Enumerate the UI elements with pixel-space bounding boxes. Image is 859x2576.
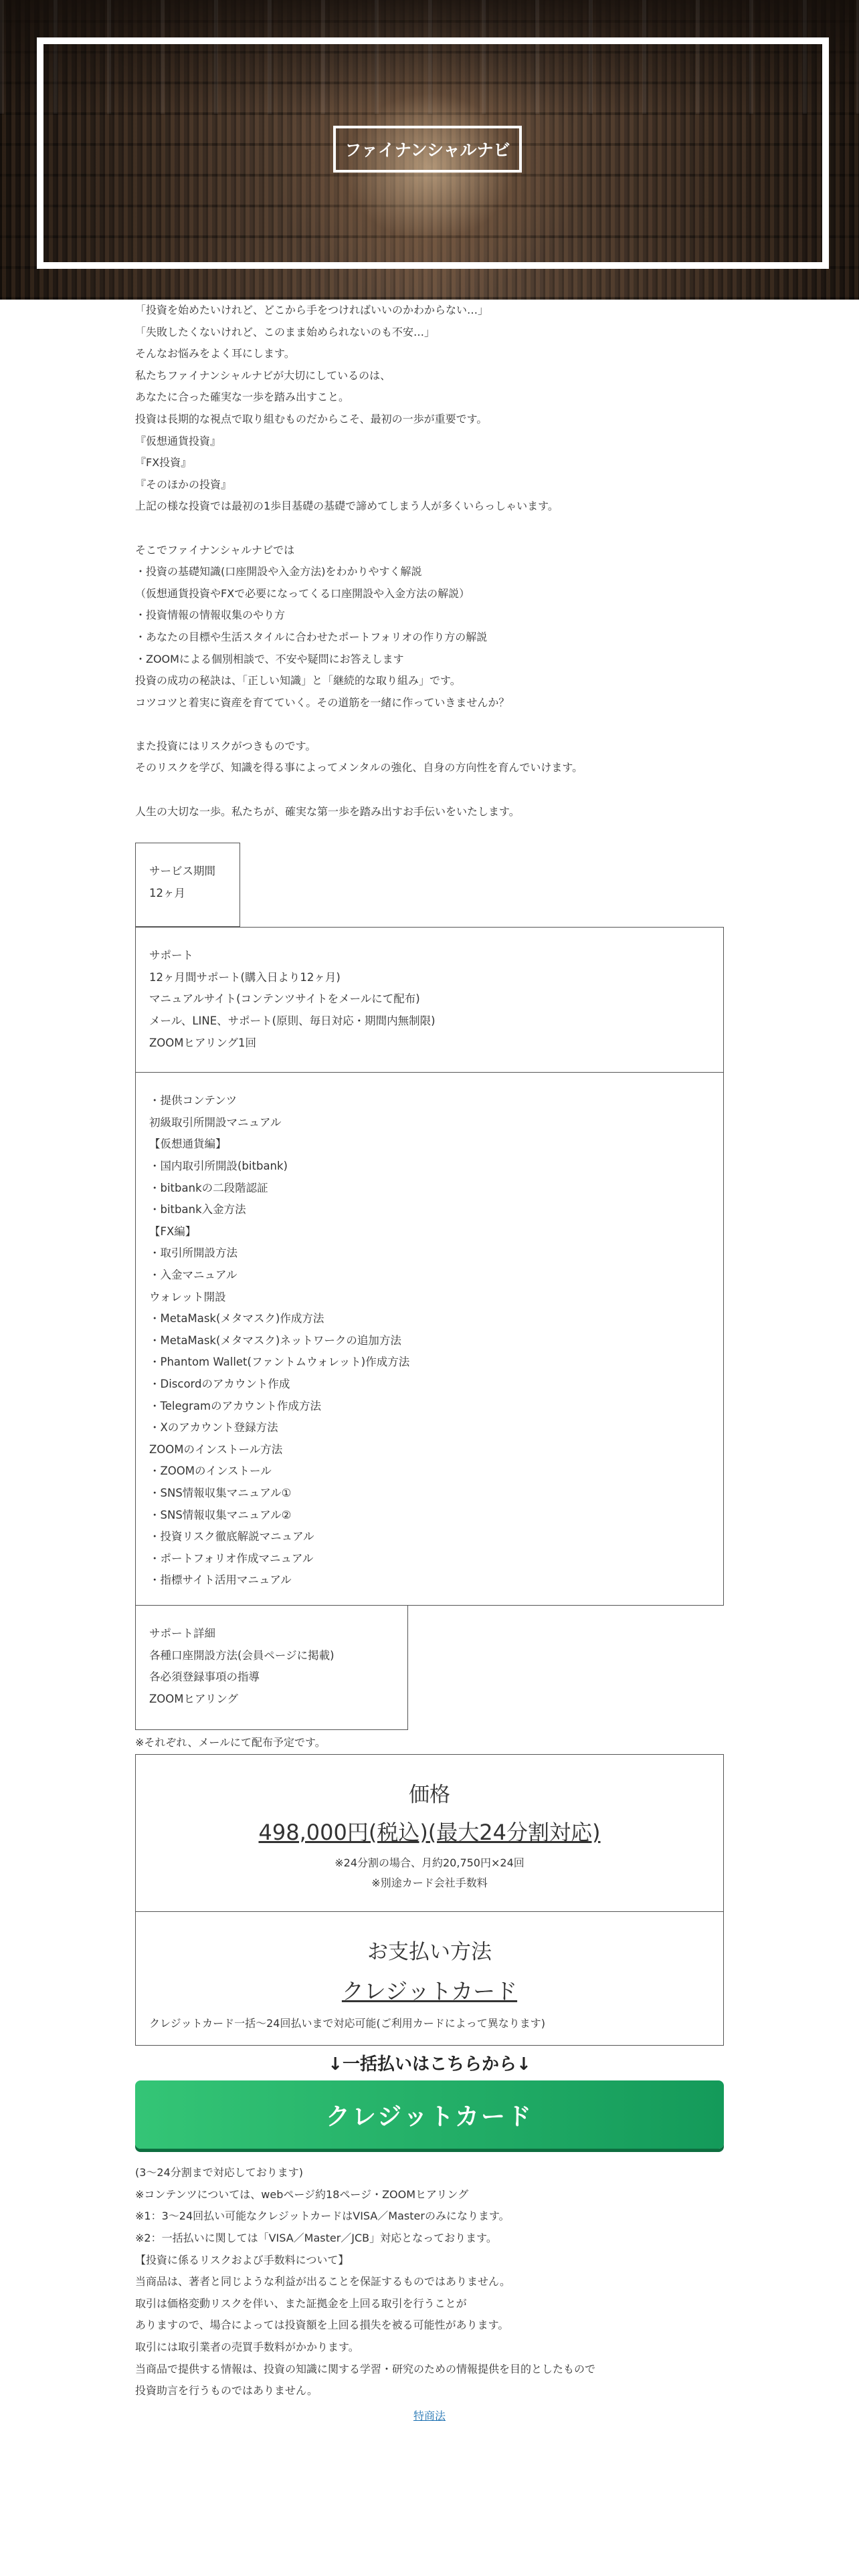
intro-line: 「失敗したくないけれど、このまま始められないのも不安…」 (135, 325, 436, 338)
intro-line: 人生の大切な一歩。私たちが、確実な第一歩を踏み出すお手伝いをいたします。 (135, 804, 520, 818)
intro-line: ・ZOOMによる個別相談で、不安や疑問にお答えします (135, 652, 404, 665)
contents-line: ・MetaMask(メタマスク)ネットワークの追加方法 (149, 1333, 401, 1347)
price-amount: 498,000円(税込)(最大24分割対応) (258, 1820, 601, 1846)
contents-line: ・SNS情報収集マニュアル① (149, 1486, 292, 1499)
support-detail-box (135, 1606, 408, 1730)
support-detail-line: 各種口座開設方法(会員ページに掲載) (149, 1648, 335, 1662)
intro-line: ・あなたの目標や生活スタイルに合わせたポートフォリオの作り方の解説 (135, 630, 488, 643)
footer-line: 当商品で提供する情報は、投資の知識に関する学習・研究のための情報提供を目的としたもので (135, 2362, 596, 2375)
support-line: サポート (149, 949, 193, 962)
contents-line: ・提供コンテンツ (149, 1094, 237, 1107)
contents-line: 【仮想通貨編】 (149, 1138, 227, 1151)
footer-line: 【投資に係るリスクおよび手数料について】 (135, 2253, 349, 2266)
contents-line: ・指標サイト活用マニュアル (149, 1574, 292, 1587)
support-line: マニュアルサイト(コンテンツサイトをメールにて配布) (149, 992, 420, 1006)
support-detail-line: 各必須登録事項の指導 (149, 1671, 260, 1684)
contents-line: ・Discordのアカウント作成 (149, 1377, 290, 1390)
contents-line: 【FX編】 (149, 1224, 197, 1238)
contents-line: ZOOMのインストール方法 (149, 1442, 283, 1456)
contents-line: ・Phantom Wallet(ファントムウォレット)作成方法 (149, 1356, 410, 1369)
intro-line: 投資は長期的な視点で取り組むものだからこそ、最初の一歩が重要です。 (135, 412, 488, 425)
intro-line: 『仮想通貨投資』 (135, 434, 221, 447)
contents-line: ・国内取引所開設(bitbank) (149, 1160, 288, 1173)
card-fee-note: ※別途カード会社手数料 (371, 1876, 488, 1890)
service-period-value: 12ヶ月 (149, 886, 185, 899)
intro-line: ・投資情報の情報収集のやり方 (135, 609, 286, 622)
support-line: ZOOMヒアリング1回 (149, 1036, 257, 1049)
installment-note: ※24分割の場合、月約20,750円×24回 (335, 1856, 524, 1870)
intro-line: 『FX投資』 (135, 456, 192, 469)
footer-line: ありますので、場合によっては投資額を上回る損失を被る可能性があります。 (135, 2319, 509, 2332)
intro-line: コツコツと着実に資産を育てていく。その道筋を一緒に作っていきませんか？ (135, 695, 510, 709)
intro-line: 投資の成功の秘訣は、「正しい知識」と「継続的な取り組み」です。 (135, 674, 461, 687)
hero-banner (0, 0, 859, 300)
intro-line: 私たちファイナンシャルナビが大切にしているのは、 (135, 368, 391, 382)
credit-card-button[interactable]: クレジットカード (135, 2080, 724, 2149)
support-box (135, 927, 724, 1073)
contents-line: ・取引所開設方法 (149, 1247, 237, 1260)
intro-line: 「投資を始めたいけれど、どこから手をつければいいのかわからない…」 (135, 304, 489, 316)
intro-line: そんなお悩みをよく耳にします。 (135, 347, 295, 360)
contents-box (135, 1073, 724, 1606)
service-period-label: サービス期間 (149, 865, 215, 878)
footer-line: (3〜24分割まで対応しております) (135, 2166, 304, 2179)
intro-line: そのリスクを学び、知識を得る事によってメンタルの強化、自身の方向性を育んでいけます。 (135, 761, 583, 774)
site-title: ファイナンシャルナビ (333, 126, 522, 173)
contents-line: ・SNS情報収集マニュアル② (149, 1508, 292, 1521)
payment-note: クレジットカード一括〜24回払いまで対応可能(ご利用カードによって異なります) (149, 2017, 545, 2030)
contents-line: ・ポートフォリオ作成マニュアル (149, 1551, 314, 1565)
contents-line: ・ZOOMのインストール (149, 1465, 272, 1478)
footer-line: 当商品は、著者と同じような利益が出ることを保証するものではありません。 (135, 2275, 510, 2288)
intro-line: そこでファイナンシャルナビでは (135, 543, 295, 556)
footer-line: 投資助言を行うものではありません。 (135, 2384, 318, 2397)
cta-arrow-text: ↓一括払いはこちらから↓ (328, 2054, 531, 2075)
support-line: 12ヶ月間サポート(購入日より12ヶ月) (149, 970, 341, 984)
contents-line: 初級取引所開設マニュアル (149, 1115, 282, 1129)
intro-line: 『そのほかの投資』 (135, 477, 232, 491)
intro-line: また投資にはリスクがつきものです。 (135, 739, 316, 752)
contents-line: ・MetaMask(メタマスク)作成方法 (149, 1312, 324, 1325)
footer-line: ※1：3〜24回払い可能なクレジットカードはVISA／Masterのみになります。 (135, 2210, 510, 2223)
main-content (135, 300, 724, 2423)
price-heading: 価格 (409, 1783, 450, 1808)
support-line: メール、LINE、サポート(原則、毎日対応・期間内無制限) (149, 1014, 436, 1028)
payment-heading: お支払い方法 (367, 1940, 492, 1965)
intro-text (135, 300, 724, 823)
price-box (135, 1754, 724, 1912)
intro-line: （仮想通貨投資やFXで必要になってくる口座開設や入金方法の解説） (135, 586, 470, 600)
contents-line: ・Telegramのアカウント作成方法 (149, 1399, 321, 1412)
footer-notes (135, 2162, 724, 2402)
tokusho-link[interactable]: 特商法 (413, 2409, 446, 2422)
contents-line: ・入金マニュアル (149, 1269, 237, 1281)
footer-line: ※コンテンツについては、webページ約18ページ・ZOOMヒアリング (135, 2187, 469, 2201)
contents-line: ウォレット開設 (149, 1290, 226, 1303)
intro-line: あなたに合った確実な一歩を踏み出すこと。 (135, 391, 350, 404)
contents-line: ・Xのアカウント登録方法 (149, 1421, 278, 1434)
contents-line: ・投資リスク徹底解説マニュアル (149, 1530, 314, 1543)
distribution-note: ※それぞれ、メールにて配布予定です。 (135, 1736, 326, 1749)
service-period-box (135, 843, 240, 927)
footer-line: ※2：一括払いに関しては「VISA／Master／JCB」対応となっております。 (135, 2232, 497, 2245)
support-detail-line: サポート詳細 (149, 1627, 215, 1640)
intro-line: 上記の様な投資では最初の1歩目基礎の基礎で諦めてしまう人が多くいらっしゃいます。 (135, 500, 559, 513)
contents-line: ・bitbankの二段階認証 (149, 1181, 268, 1194)
footer-line: 取引は価格変動リスクを伴い、また証拠金を上回る取引を行うことが (135, 2296, 467, 2310)
intro-line: ・投資の基礎知識(口座開設や入金方法)をわかりやすく解説 (135, 565, 422, 578)
payment-box (135, 1912, 724, 2046)
support-detail-line: ZOOMヒアリング (149, 1693, 239, 1706)
contents-line: ・bitbank入金方法 (149, 1203, 246, 1216)
footer-line: 取引には取引業者の売買手数料がかかります。 (135, 2341, 359, 2353)
payment-method: クレジットカード (341, 1978, 518, 2005)
